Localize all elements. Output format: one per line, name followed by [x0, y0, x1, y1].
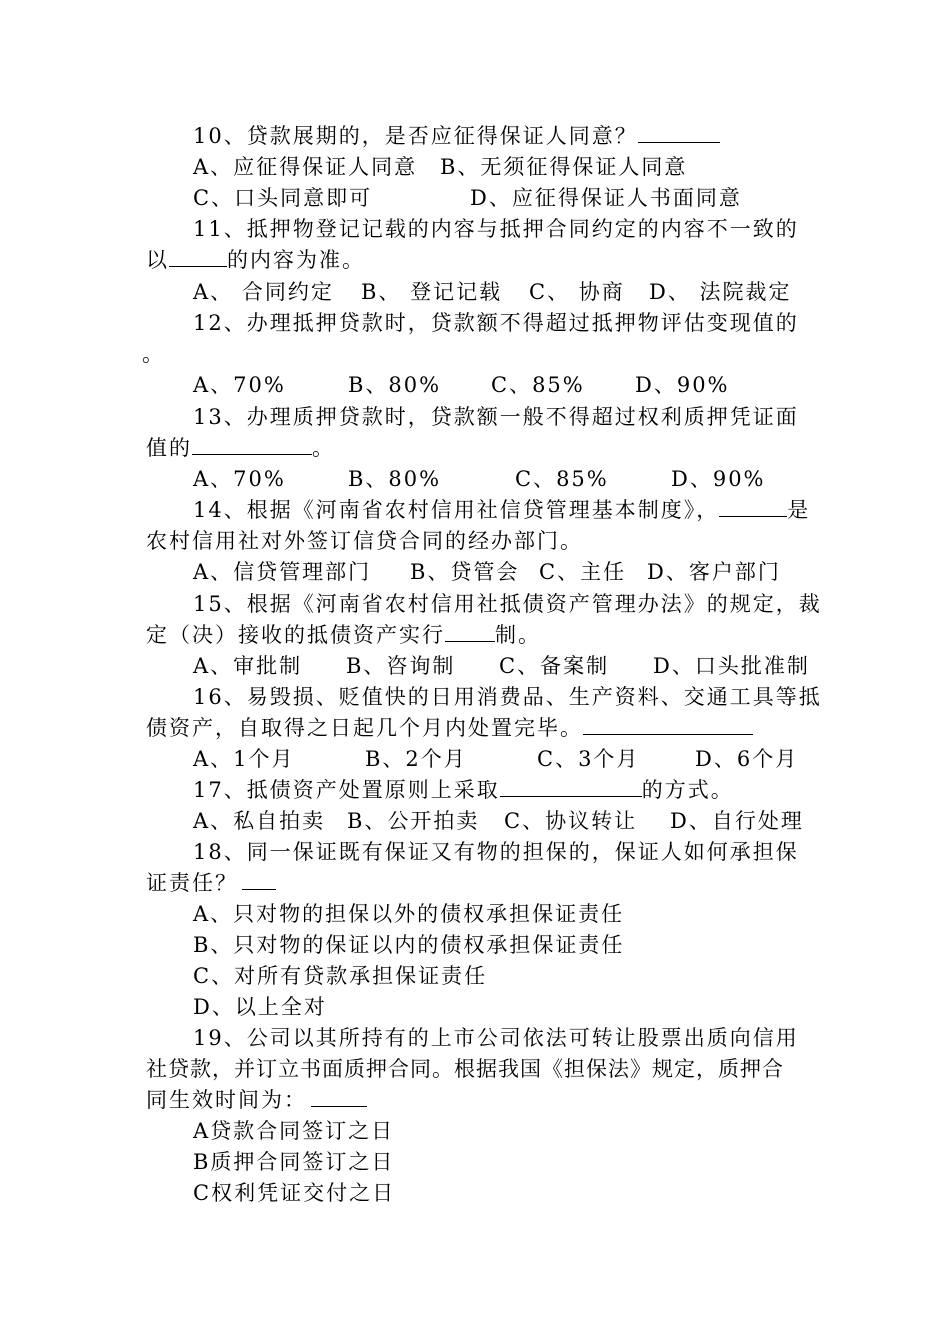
option-a: A、私自拍卖 [193, 809, 326, 833]
answer-blank [445, 621, 495, 642]
option-d: D、应征得保证人书面同意 [470, 186, 742, 210]
answer-blank [583, 714, 753, 735]
option-b: B、 登记记载 [361, 280, 503, 304]
answer-blank [500, 776, 642, 797]
option-b: B、2个月 [365, 747, 467, 771]
option-d: D、6个月 [695, 747, 799, 771]
question-15-stem-line1: 15、根据《河南省农村信用社抵债资产管理办法》的规定，裁 [193, 592, 822, 616]
option-b: B、80% [348, 373, 442, 397]
question-18-stem-line2: 证责任？ [146, 868, 276, 898]
answer-blank [192, 434, 312, 455]
option-b: B、公开拍卖 [347, 809, 480, 833]
question-11-stem-line1: 11、抵押物登记记载的内容与抵押合同约定的内容不一致的 [193, 217, 799, 241]
question-16-stem-line2: 债资产，自取得之日起几个月内处置完毕。 [146, 713, 753, 743]
question-13-stem-line2: 值的 。 [146, 436, 335, 460]
question-13-stem-line1: 13、办理质押贷款时，贷款额一般不得超过权利质押凭证面 [193, 405, 799, 429]
question-12-stem-line2: 。 [142, 342, 165, 366]
option-a: A、70% [193, 373, 286, 397]
option-c: C、口头同意即可 [193, 186, 373, 210]
option-c: C、85% [491, 373, 585, 397]
question-19-option-b: B质押合同签订之日 [193, 1150, 395, 1174]
option-c: C、协议转让 [504, 809, 638, 833]
option-a: A、70% [193, 467, 286, 491]
option-c: C、主任 [539, 560, 627, 584]
question-17-stem: 17、抵债资产处置原则上采取 的方式。 [193, 778, 734, 802]
question-15-stem-line2: 定（决）接收的抵债资产实行 制。 [146, 623, 541, 647]
answer-blank [311, 1086, 367, 1107]
option-d: D、自行处理 [670, 809, 804, 833]
question-18-stem-line1: 18、同一保证既有保证又有物的担保的，保证人如何承担保 [193, 840, 799, 864]
option-d: D、客户部门 [647, 560, 781, 584]
question-19-stem-line1: 19、公司以其所持有的上市公司依法可转让股票出质向信用 [193, 1026, 799, 1050]
question-18-option-a: A、只对物的担保以外的债权承担保证责任 [193, 902, 625, 926]
option-c: C、 协商 [529, 280, 625, 304]
option-b: B、咨询制 [346, 654, 456, 678]
option-a: A、 合同约定 [193, 280, 334, 304]
option-a: A、应征得保证人同意 [193, 155, 418, 179]
option-d: D、口头批准制 [653, 654, 810, 678]
question-10-stem: 10、贷款展期的，是否应征得保证人同意？ [193, 121, 720, 151]
option-b: B、贷管会 [410, 560, 520, 584]
option-c: C、3个月 [537, 747, 640, 771]
question-19-stem-line2: 社贷款，并订立书面质押合同。根据我国《担保法》规定，质押合 [146, 1057, 784, 1081]
option-c: C、备案制 [499, 654, 610, 678]
option-d: D、90% [671, 467, 766, 491]
question-12-stem-line1: 12、办理抵押贷款时，贷款额不得超过抵押物评估变现值的 [193, 311, 799, 335]
answer-blank [242, 869, 276, 890]
option-d: D、 法院裁定 [649, 280, 792, 304]
question-16-stem-line1: 16、易毁损、贬值快的日用消费品、生产资料、交通工具等抵 [193, 685, 822, 709]
option-b: B、80% [348, 467, 442, 491]
question-19-option-a: A贷款合同签订之日 [193, 1119, 395, 1143]
answer-blank [719, 496, 787, 517]
answer-blank [169, 246, 227, 267]
answer-blank [638, 122, 720, 143]
option-a: A、信贷管理部门 [193, 560, 372, 584]
question-11-stem-line2: 以 的内容为准。 [146, 248, 365, 272]
option-d: D、90% [635, 373, 730, 397]
option-a: A、审批制 [193, 654, 303, 678]
option-a: A、1个月 [193, 747, 295, 771]
option-c: C、85% [515, 467, 609, 491]
question-18-option-b: B、只对物的保证以内的债权承担保证责任 [193, 933, 625, 957]
question-18-option-d: D、以上全对 [193, 995, 327, 1019]
question-18-option-c: C、对所有贷款承担保证责任 [193, 964, 488, 988]
question-14-stem-line2: 农村信用社对外签订信贷合同的经办部门。 [146, 529, 583, 553]
question-14-stem-line1: 14、根据《河南省农村信用社信贷管理基本制度》， 是 [193, 498, 811, 522]
option-b: B、无须征得保证人同意 [440, 155, 688, 179]
question-19-option-c: C权利凭证交付之日 [193, 1181, 396, 1205]
question-19-stem-line3: 同生效时间为： [146, 1085, 367, 1115]
